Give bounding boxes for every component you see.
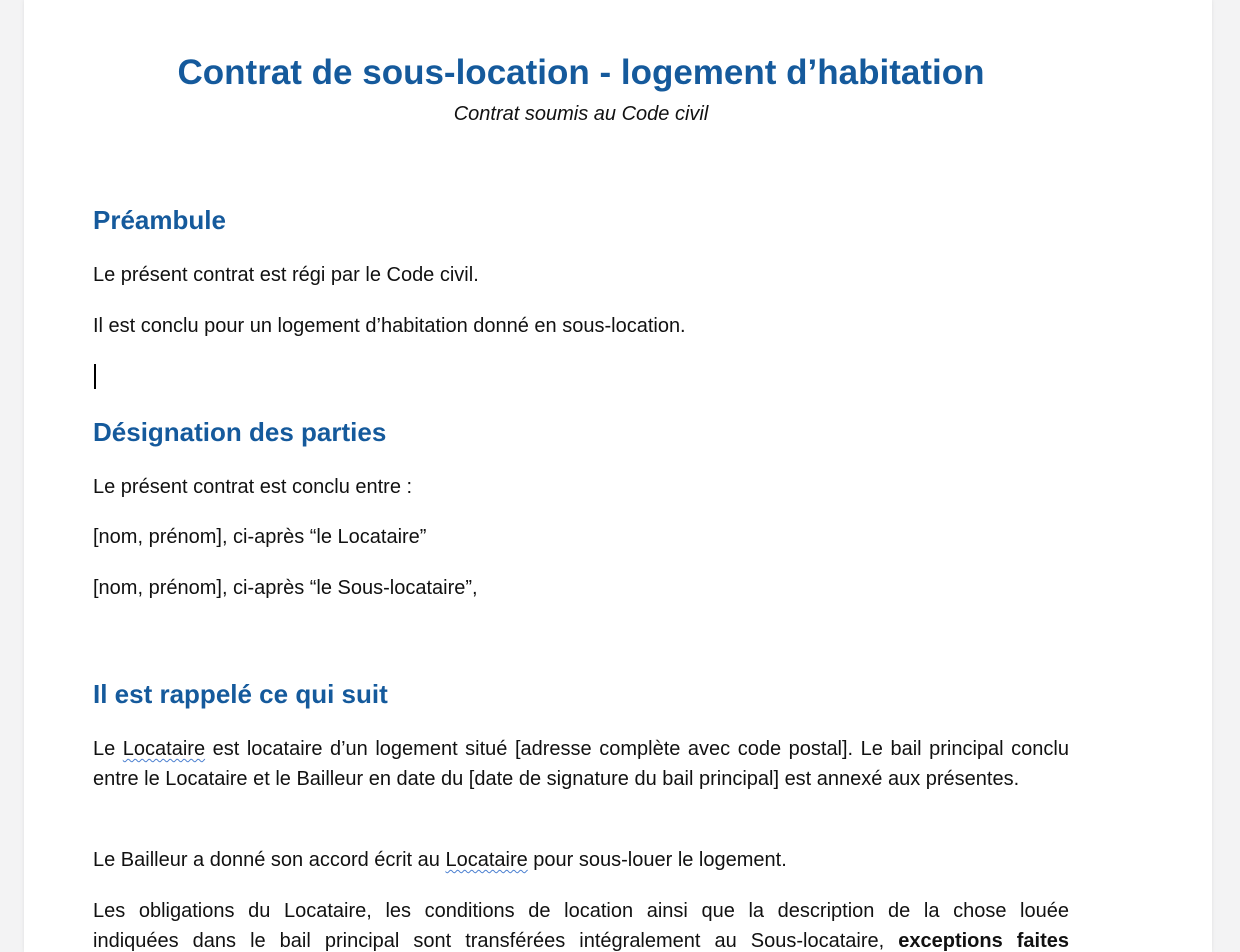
paragraph-text: indiquées dans le bail principal sont transférées intégralement au Sous-locataire, (93, 930, 899, 952)
bold-text: exceptions faites (898, 930, 1069, 952)
paragraph-text: Le (93, 738, 123, 760)
paragraph (93, 734, 1069, 794)
paragraph: Le présent contrat est conclu entre : (93, 476, 413, 498)
paragraph-line: Les obligations du Locataire, les conditions de location ainsi que la description de la chose louée (93, 900, 1069, 922)
text-cursor (94, 364, 96, 389)
paragraph: Le présent contrat est régi par le Code civil. (93, 264, 479, 286)
heading-preambule: Préambule (93, 205, 226, 235)
spellcheck-word[interactable]: Locataire (445, 849, 528, 871)
document-subtitle: Contrat soumis au Code civil (453, 103, 709, 125)
document-title: Contrat de sous-location - logement d’habitation (177, 53, 985, 92)
paragraph (93, 845, 1069, 875)
paragraph-line (93, 926, 1069, 952)
paragraph-text: Le Bailleur a donné son accord écrit au (93, 849, 446, 871)
paragraph-text: est locataire d’un logement situé [adresse complète avec code postal]. Le bail principal conclu entre le Locataire et le Bailleur en date du [date de signature du bail principal] est annexé aux présentes. (93, 738, 1069, 790)
paragraph: [nom, prénom], ci-après “le Locataire” (93, 526, 427, 548)
heading-designation-parties: Désignation des parties (93, 417, 387, 447)
document-page[interactable] (24, 0, 1212, 952)
heading-rappel: Il est rappelé ce qui suit (93, 679, 388, 709)
paragraph: Il est conclu pour un logement d’habitation donné en sous-location. (93, 315, 686, 337)
paragraph: [nom, prénom], ci-après “le Sous-locataire”, (93, 577, 478, 599)
spellcheck-word[interactable]: Locataire (122, 738, 206, 760)
paragraph-text: pour sous-louer le logement. (527, 849, 787, 871)
